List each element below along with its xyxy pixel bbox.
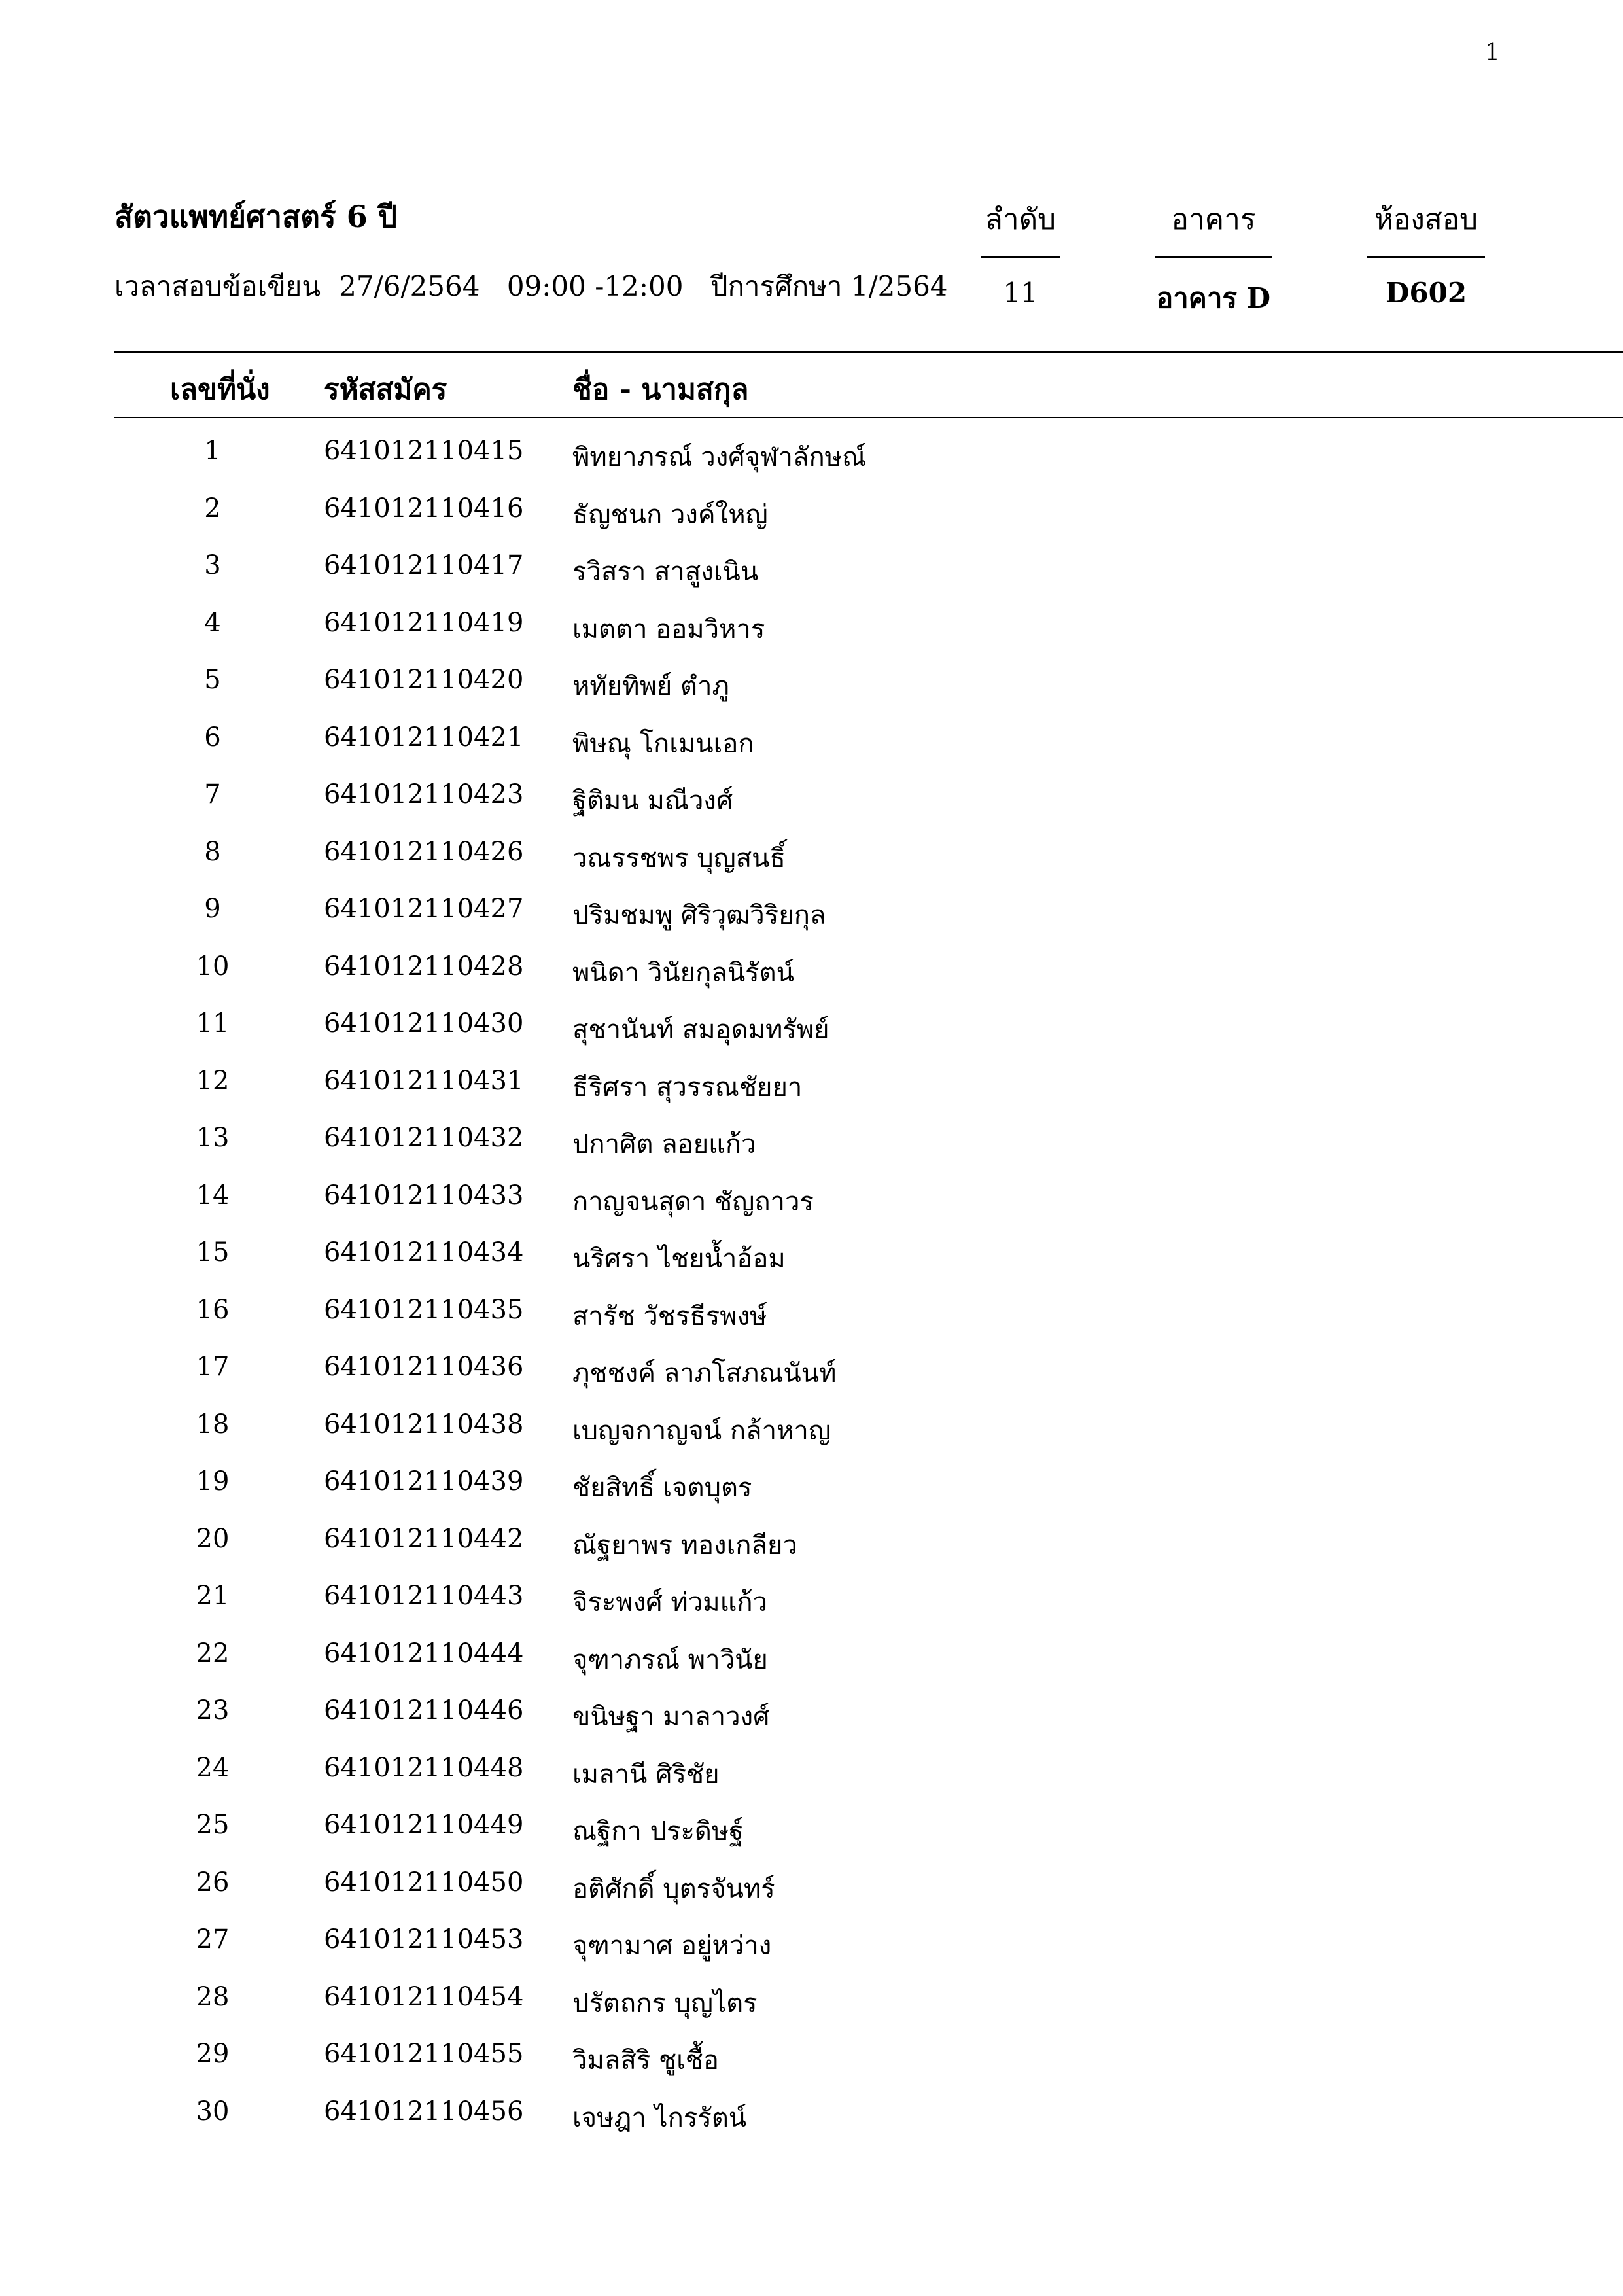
building-column — [1135, 196, 1292, 320]
exam-type: เวลาสอบข้อเขียน — [114, 270, 321, 302]
candidate-name: ขนิษฐา มาลาวงศ์ — [572, 1702, 770, 1732]
candidate-name: ณัฐยาพร ทองเกลียว — [572, 1530, 797, 1561]
table-row — [0, 1749, 1623, 1807]
applicant-id: 641012110423 — [324, 779, 524, 809]
table-row — [0, 432, 1623, 489]
table-row — [0, 1863, 1623, 1921]
seat-number: 22 — [196, 1638, 230, 1669]
table-row — [0, 1577, 1623, 1634]
column-header-seat: เลขที่นั่ง — [170, 373, 270, 406]
applicant-id: 641012110416 — [324, 493, 524, 523]
candidate-name: หทัยทิพย์ ตำภู — [572, 671, 729, 701]
applicant-id: 641012110435 — [324, 1294, 524, 1325]
applicant-id: 641012110419 — [324, 607, 524, 638]
candidate-name: สุชานันท์ สมอุดมทรัพย์ — [572, 1015, 829, 1045]
applicant-id: 641012110438 — [324, 1409, 524, 1439]
seat-number: 29 — [196, 2039, 230, 2069]
table-row — [0, 1920, 1623, 1978]
candidate-name: เจษฎา ไกรรัตน์ — [572, 2102, 747, 2133]
table-row — [0, 1176, 1623, 1234]
seat-number: 15 — [196, 1237, 230, 1267]
table-row — [0, 2093, 1623, 2150]
table-row — [0, 890, 1623, 947]
candidate-name: ภุชชงค์ ลาภโสภณนันท์ — [572, 1358, 837, 1388]
table-row — [0, 833, 1623, 891]
seat-number: 24 — [196, 1752, 230, 1783]
applicant-id: 641012110428 — [324, 951, 524, 981]
table-row — [0, 546, 1623, 604]
seat-number: 12 — [196, 1065, 230, 1096]
table-row — [0, 1004, 1623, 1062]
applicant-id: 641012110432 — [324, 1123, 524, 1153]
candidate-name: ปกาศิต ลอยแก้ว — [572, 1129, 756, 1159]
building-underline — [1155, 256, 1272, 258]
seat-number: 2 — [204, 493, 221, 523]
candidate-name: พนิดา วินัยกุลนิรัตน์ — [572, 957, 794, 988]
seat-number: 3 — [204, 550, 221, 580]
seat-number: 18 — [196, 1409, 230, 1439]
candidate-name: ณฐิกา ประดิษฐ์ — [572, 1816, 744, 1846]
candidate-name: ชัยสิทธิ์ เจตบุตร — [572, 1473, 752, 1503]
applicant-id: 641012110444 — [324, 1638, 524, 1669]
applicant-id: 641012110415 — [324, 436, 524, 466]
applicant-id: 641012110431 — [324, 1065, 524, 1096]
order-value: 11 — [1003, 277, 1038, 309]
seat-number: 10 — [196, 951, 230, 981]
applicant-id: 641012110449 — [324, 1810, 524, 1840]
table-header-rule — [114, 417, 1623, 418]
table-row — [0, 489, 1623, 547]
candidate-name: กาญจนสุดา ชัญถาวร — [572, 1186, 814, 1217]
applicant-id: 641012110417 — [324, 550, 524, 580]
table-row — [0, 1062, 1623, 1120]
candidate-name: วณรรชพร บุญสนธิ์ — [572, 843, 786, 874]
table-row — [0, 1291, 1623, 1349]
table-row — [0, 661, 1623, 718]
applicant-id: 641012110443 — [324, 1581, 524, 1611]
applicant-id: 641012110433 — [324, 1180, 524, 1210]
seat-number: 27 — [196, 1924, 230, 1954]
applicant-id: 641012110430 — [324, 1008, 524, 1038]
applicant-id: 641012110454 — [324, 1981, 524, 2012]
seat-number: 25 — [196, 1810, 230, 1840]
column-header-applicant-id: รหัสสมัคร — [324, 373, 447, 406]
seat-number: 6 — [204, 722, 221, 752]
table-row — [0, 1348, 1623, 1405]
candidate-name: ปริมชมพู ศิริวุฒวิริยกุล — [572, 900, 826, 930]
candidate-name: ฐิติมน มณีวงศ์ — [572, 786, 733, 816]
seat-number: 9 — [204, 894, 221, 924]
candidate-name: จิระพงศ์ ท่วมแก้ว — [572, 1587, 768, 1617]
seat-number: 26 — [196, 1867, 230, 1898]
seat-number: 19 — [196, 1466, 230, 1496]
table-row — [0, 1462, 1623, 1520]
table-row — [0, 718, 1623, 776]
room-underline — [1367, 256, 1485, 258]
table-row — [0, 1405, 1623, 1463]
applicant-id: 641012110420 — [324, 665, 524, 695]
candidate-name: ปรัตถกร บุญไตร — [572, 1988, 758, 2019]
academic-year: ปีการศึกษา 1/2564 — [710, 270, 948, 302]
table-row — [0, 1634, 1623, 1692]
table-row — [0, 775, 1623, 833]
candidate-name: วิมลสิริ ชูเชื้อ — [572, 2045, 719, 2075]
applicant-id: 641012110453 — [324, 1924, 524, 1954]
table-top-rule — [114, 351, 1623, 353]
seat-number: 14 — [196, 1180, 230, 1210]
applicant-id: 641012110448 — [324, 1752, 524, 1783]
table-row — [0, 1691, 1623, 1749]
candidate-name: รวิสรา สาสูงเนิน — [572, 557, 759, 587]
seat-number: 8 — [204, 836, 221, 867]
candidate-name: สารัช วัชรธีรพงษ์ — [572, 1301, 767, 1332]
candidate-name: นริศรา ไชยน้ำอ้อม — [572, 1244, 786, 1274]
seat-number: 7 — [204, 779, 221, 809]
seat-number: 5 — [204, 665, 221, 695]
exam-date: 27/6/2564 — [339, 270, 480, 302]
table-row — [0, 1233, 1623, 1291]
building-value: อาคาร D — [1156, 282, 1271, 314]
applicant-id: 641012110455 — [324, 2039, 524, 2069]
room-column — [1348, 196, 1505, 309]
table-row — [0, 604, 1623, 662]
candidate-name: เมลานี ศิริชัย — [572, 1759, 720, 1790]
exam-time: 09:00 -12:00 — [506, 270, 684, 302]
building-label: อาคาร — [1171, 203, 1256, 236]
candidate-name: ธัญชนก วงค์ใหญ่ — [572, 499, 768, 530]
exam-schedule — [114, 265, 966, 308]
table-row — [0, 1119, 1623, 1176]
seat-number: 21 — [196, 1581, 230, 1611]
candidate-name: ธีริศรา สุวรรณชัยยา — [572, 1072, 803, 1103]
seat-number: 30 — [196, 2096, 230, 2127]
order-underline — [981, 256, 1060, 258]
room-value: D602 — [1385, 277, 1467, 309]
room-label: ห้องสอบ — [1374, 203, 1478, 236]
seat-number: 16 — [196, 1294, 230, 1325]
candidate-name: จุฑาภรณ์ พาวินัย — [572, 1644, 768, 1675]
applicant-id: 641012110439 — [324, 1466, 524, 1496]
applicant-id: 641012110456 — [324, 2096, 524, 2127]
applicant-id: 641012110421 — [324, 722, 524, 752]
candidate-name: พิทยาภรณ์ วงศ์จุฬาลักษณ์ — [572, 442, 867, 472]
applicant-id: 641012110434 — [324, 1237, 524, 1267]
page-number: 1 — [1485, 39, 1500, 66]
seat-number: 13 — [196, 1123, 230, 1153]
applicant-id: 641012110450 — [324, 1867, 524, 1898]
applicant-id: 641012110427 — [324, 894, 524, 924]
seat-number: 17 — [196, 1352, 230, 1382]
program-title: สัตวแพทย์ศาสตร์ 6 ปี — [114, 199, 397, 234]
table-row — [0, 1520, 1623, 1578]
table-row — [0, 1978, 1623, 2036]
seat-number: 1 — [204, 436, 221, 466]
applicant-id: 641012110442 — [324, 1523, 524, 1554]
applicant-id: 641012110446 — [324, 1695, 524, 1725]
order-label: ลำดับ — [985, 203, 1056, 236]
table-row — [0, 947, 1623, 1005]
candidate-name: พิษณุ โกเมนเอก — [572, 728, 754, 759]
table-row — [0, 2035, 1623, 2093]
column-header-name: ชื่อ - นามสกุล — [572, 373, 749, 406]
seat-number: 20 — [196, 1523, 230, 1554]
candidate-name: เบญจกาญจน์ กล้าหาญ — [572, 1415, 831, 1446]
applicant-id: 641012110426 — [324, 836, 524, 867]
seat-number: 11 — [196, 1008, 230, 1038]
candidate-name: อติศักดิ์ บุตรจันทร์ — [572, 1873, 775, 1904]
seat-number: 23 — [196, 1695, 230, 1725]
order-column — [955, 196, 1086, 309]
table-row — [0, 1806, 1623, 1863]
table-body — [0, 432, 1623, 2149]
seat-number: 28 — [196, 1981, 230, 2012]
applicant-id: 641012110436 — [324, 1352, 524, 1382]
candidate-name: เมตตา ออมวิหาร — [572, 614, 765, 645]
seat-number: 4 — [204, 607, 221, 638]
candidate-name: จุฑามาศ อยู่หว่าง — [572, 1931, 772, 1961]
